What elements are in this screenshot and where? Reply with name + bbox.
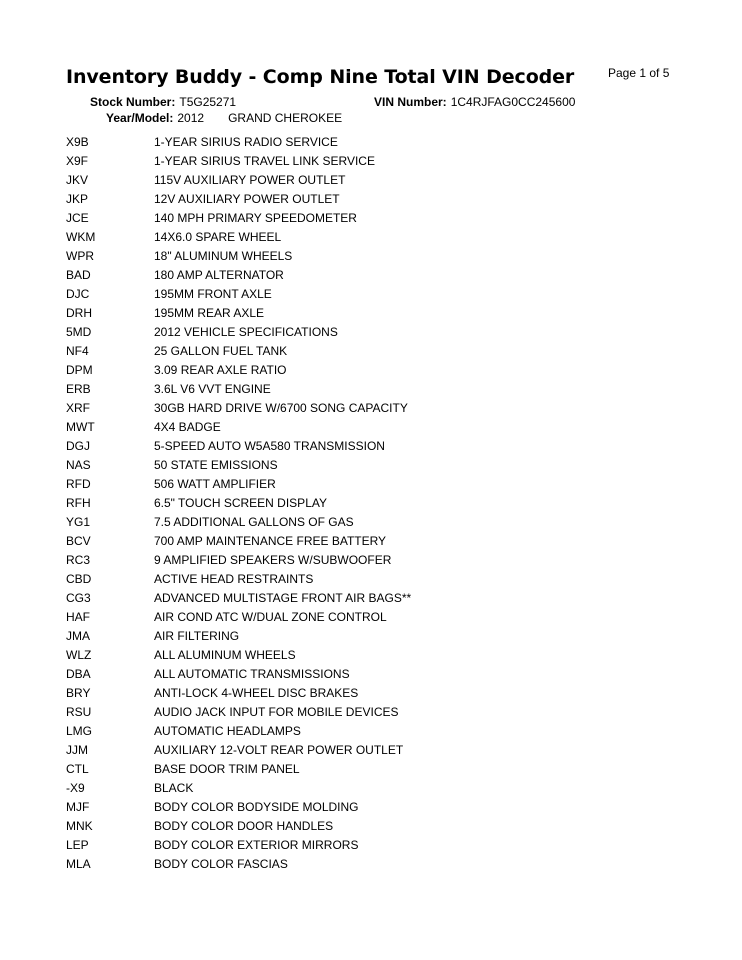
option-row xyxy=(66,190,666,209)
option-code: DRH xyxy=(66,306,92,320)
option-description: 9 AMPLIFIED SPEAKERS W/SUBWOOFER xyxy=(154,553,392,567)
option-code: NF4 xyxy=(66,344,89,358)
option-description: ANTI-LOCK 4-WHEEL DISC BRAKES xyxy=(154,686,359,700)
option-row xyxy=(66,551,666,570)
option-code: YG1 xyxy=(66,515,91,529)
option-code: ERB xyxy=(66,382,91,396)
option-row xyxy=(66,722,666,741)
option-code: WPR xyxy=(66,249,94,263)
option-row xyxy=(66,133,666,152)
option-description: AUTOMATIC HEADLAMPS xyxy=(154,724,301,738)
option-row xyxy=(66,741,666,760)
option-code: DJC xyxy=(66,287,90,301)
option-code: X9B xyxy=(66,135,89,149)
option-code: JCE xyxy=(66,211,89,225)
option-code: MWT xyxy=(66,420,95,434)
option-row xyxy=(66,266,666,285)
option-row xyxy=(66,779,666,798)
option-row xyxy=(66,627,666,646)
vin-number-value: 1C4RJFAG0CC245600 xyxy=(450,95,576,109)
option-row xyxy=(66,570,666,589)
option-code: RC3 xyxy=(66,553,91,567)
option-code: -X9 xyxy=(66,781,85,795)
option-description: 700 AMP MAINTENANCE FREE BATTERY xyxy=(154,534,387,548)
option-description: 2012 VEHICLE SPECIFICATIONS xyxy=(154,325,338,339)
option-description: 1-YEAR SIRIUS TRAVEL LINK SERVICE xyxy=(154,154,375,168)
option-code: MNK xyxy=(66,819,93,833)
option-row xyxy=(66,836,666,855)
option-description: 6.5" TOUCH SCREEN DISPLAY xyxy=(154,496,327,510)
option-description: BODY COLOR BODYSIDE MOLDING xyxy=(154,800,359,814)
option-description: 30GB HARD DRIVE W/6700 SONG CAPACITY xyxy=(154,401,408,415)
option-description: 195MM REAR AXLE xyxy=(154,306,265,320)
document-title: Inventory Buddy - Comp Nine Total VIN Decoder xyxy=(66,66,575,88)
option-row xyxy=(66,456,666,475)
option-description: 180 AMP ALTERNATOR xyxy=(154,268,284,282)
option-code: WLZ xyxy=(66,648,92,662)
option-row xyxy=(66,475,666,494)
option-description: ADVANCED MULTISTAGE FRONT AIR BAGS** xyxy=(154,591,412,605)
option-description: 3.6L V6 VVT ENGINE xyxy=(154,382,271,396)
option-code: RFH xyxy=(66,496,91,510)
stock-number-label: Stock Number: xyxy=(90,95,176,109)
option-code: WKM xyxy=(66,230,96,244)
vin-number xyxy=(374,95,575,109)
option-code: NAS xyxy=(66,458,91,472)
option-description: BODY COLOR FASCIAS xyxy=(154,857,288,871)
option-description: AIR FILTERING xyxy=(154,629,240,643)
option-description: 50 STATE EMISSIONS xyxy=(154,458,278,472)
option-code: MLA xyxy=(66,857,91,871)
option-code: XRF xyxy=(66,401,90,415)
option-row xyxy=(66,665,666,684)
page-number: Page 1 of 5 xyxy=(608,66,670,80)
option-code: CG3 xyxy=(66,591,91,605)
stock-number-value: T5G25271 xyxy=(179,95,237,109)
option-code: DBA xyxy=(66,667,91,681)
model-value: GRAND CHEROKEE xyxy=(228,111,343,125)
option-code: HAF xyxy=(66,610,90,624)
option-row xyxy=(66,817,666,836)
year-value: 2012 xyxy=(177,111,205,125)
option-code: JKP xyxy=(66,192,89,206)
option-code: RFD xyxy=(66,477,91,491)
option-description: 18" ALUMINUM WHEELS xyxy=(154,249,293,263)
option-row xyxy=(66,171,666,190)
vin-number-label: VIN Number: xyxy=(374,95,447,109)
option-code: CTL xyxy=(66,762,89,776)
option-description: 3.09 REAR AXLE RATIO xyxy=(154,363,287,377)
option-description: ALL ALUMINUM WHEELS xyxy=(154,648,296,662)
option-row xyxy=(66,342,666,361)
option-row xyxy=(66,703,666,722)
option-description: 195MM FRONT AXLE xyxy=(154,287,272,301)
option-description: 12V AUXILIARY POWER OUTLET xyxy=(154,192,340,206)
option-description: AUDIO JACK INPUT FOR MOBILE DEVICES xyxy=(154,705,399,719)
option-code: CBD xyxy=(66,572,92,586)
option-code: X9F xyxy=(66,154,89,168)
option-description: ACTIVE HEAD RESTRAINTS xyxy=(154,572,314,586)
option-description: ALL AUTOMATIC TRANSMISSIONS xyxy=(154,667,350,681)
option-description: 1-YEAR SIRIUS RADIO SERVICE xyxy=(154,135,338,149)
year-model xyxy=(106,111,342,125)
option-row xyxy=(66,646,666,665)
option-code: LEP xyxy=(66,838,89,852)
option-row xyxy=(66,855,666,874)
option-row xyxy=(66,380,666,399)
option-row xyxy=(66,532,666,551)
option-row xyxy=(66,437,666,456)
option-row xyxy=(66,323,666,342)
option-row xyxy=(66,513,666,532)
option-code: DGJ xyxy=(66,439,90,453)
option-description: 506 WATT AMPLIFIER xyxy=(154,477,276,491)
option-code: BRY xyxy=(66,686,91,700)
stock-number xyxy=(90,95,236,109)
option-code: JJM xyxy=(66,743,88,757)
option-code: BCV xyxy=(66,534,91,548)
option-description: BODY COLOR DOOR HANDLES xyxy=(154,819,334,833)
option-description: AUXILIARY 12-VOLT REAR POWER OUTLET xyxy=(154,743,404,757)
option-code: JKV xyxy=(66,173,89,187)
option-row xyxy=(66,684,666,703)
option-row xyxy=(66,361,666,380)
option-row xyxy=(66,798,666,817)
option-row xyxy=(66,285,666,304)
year-model-label: Year/Model: xyxy=(106,111,174,125)
option-code: JMA xyxy=(66,629,90,643)
option-description: 25 GALLON FUEL TANK xyxy=(154,344,288,358)
option-code: MJF xyxy=(66,800,90,814)
option-row xyxy=(66,247,666,266)
option-code: BAD xyxy=(66,268,91,282)
option-description: 7.5 ADDITIONAL GALLONS OF GAS xyxy=(154,515,354,529)
option-row xyxy=(66,494,666,513)
option-code: RSU xyxy=(66,705,92,719)
option-description: 140 MPH PRIMARY SPEEDOMETER xyxy=(154,211,357,225)
option-row xyxy=(66,608,666,627)
option-description: 14X6.0 SPARE WHEEL xyxy=(154,230,282,244)
option-description: 5-SPEED AUTO W5A580 TRANSMISSION xyxy=(154,439,385,453)
option-description: 115V AUXILIARY POWER OUTLET xyxy=(154,173,346,187)
option-code-list xyxy=(66,133,666,874)
option-description: BLACK xyxy=(154,781,194,795)
option-row xyxy=(66,209,666,228)
option-row xyxy=(66,152,666,171)
option-row xyxy=(66,399,666,418)
option-code: DPM xyxy=(66,363,93,377)
option-row xyxy=(66,589,666,608)
option-description: BASE DOOR TRIM PANEL xyxy=(154,762,300,776)
option-description: 4X4 BADGE xyxy=(154,420,221,434)
option-row xyxy=(66,418,666,437)
option-row xyxy=(66,228,666,247)
option-row xyxy=(66,304,666,323)
option-row xyxy=(66,760,666,779)
option-description: AIR COND ATC W/DUAL ZONE CONTROL xyxy=(154,610,387,624)
option-code: LMG xyxy=(66,724,93,738)
option-code: 5MD xyxy=(66,325,92,339)
option-description: BODY COLOR EXTERIOR MIRRORS xyxy=(154,838,359,852)
